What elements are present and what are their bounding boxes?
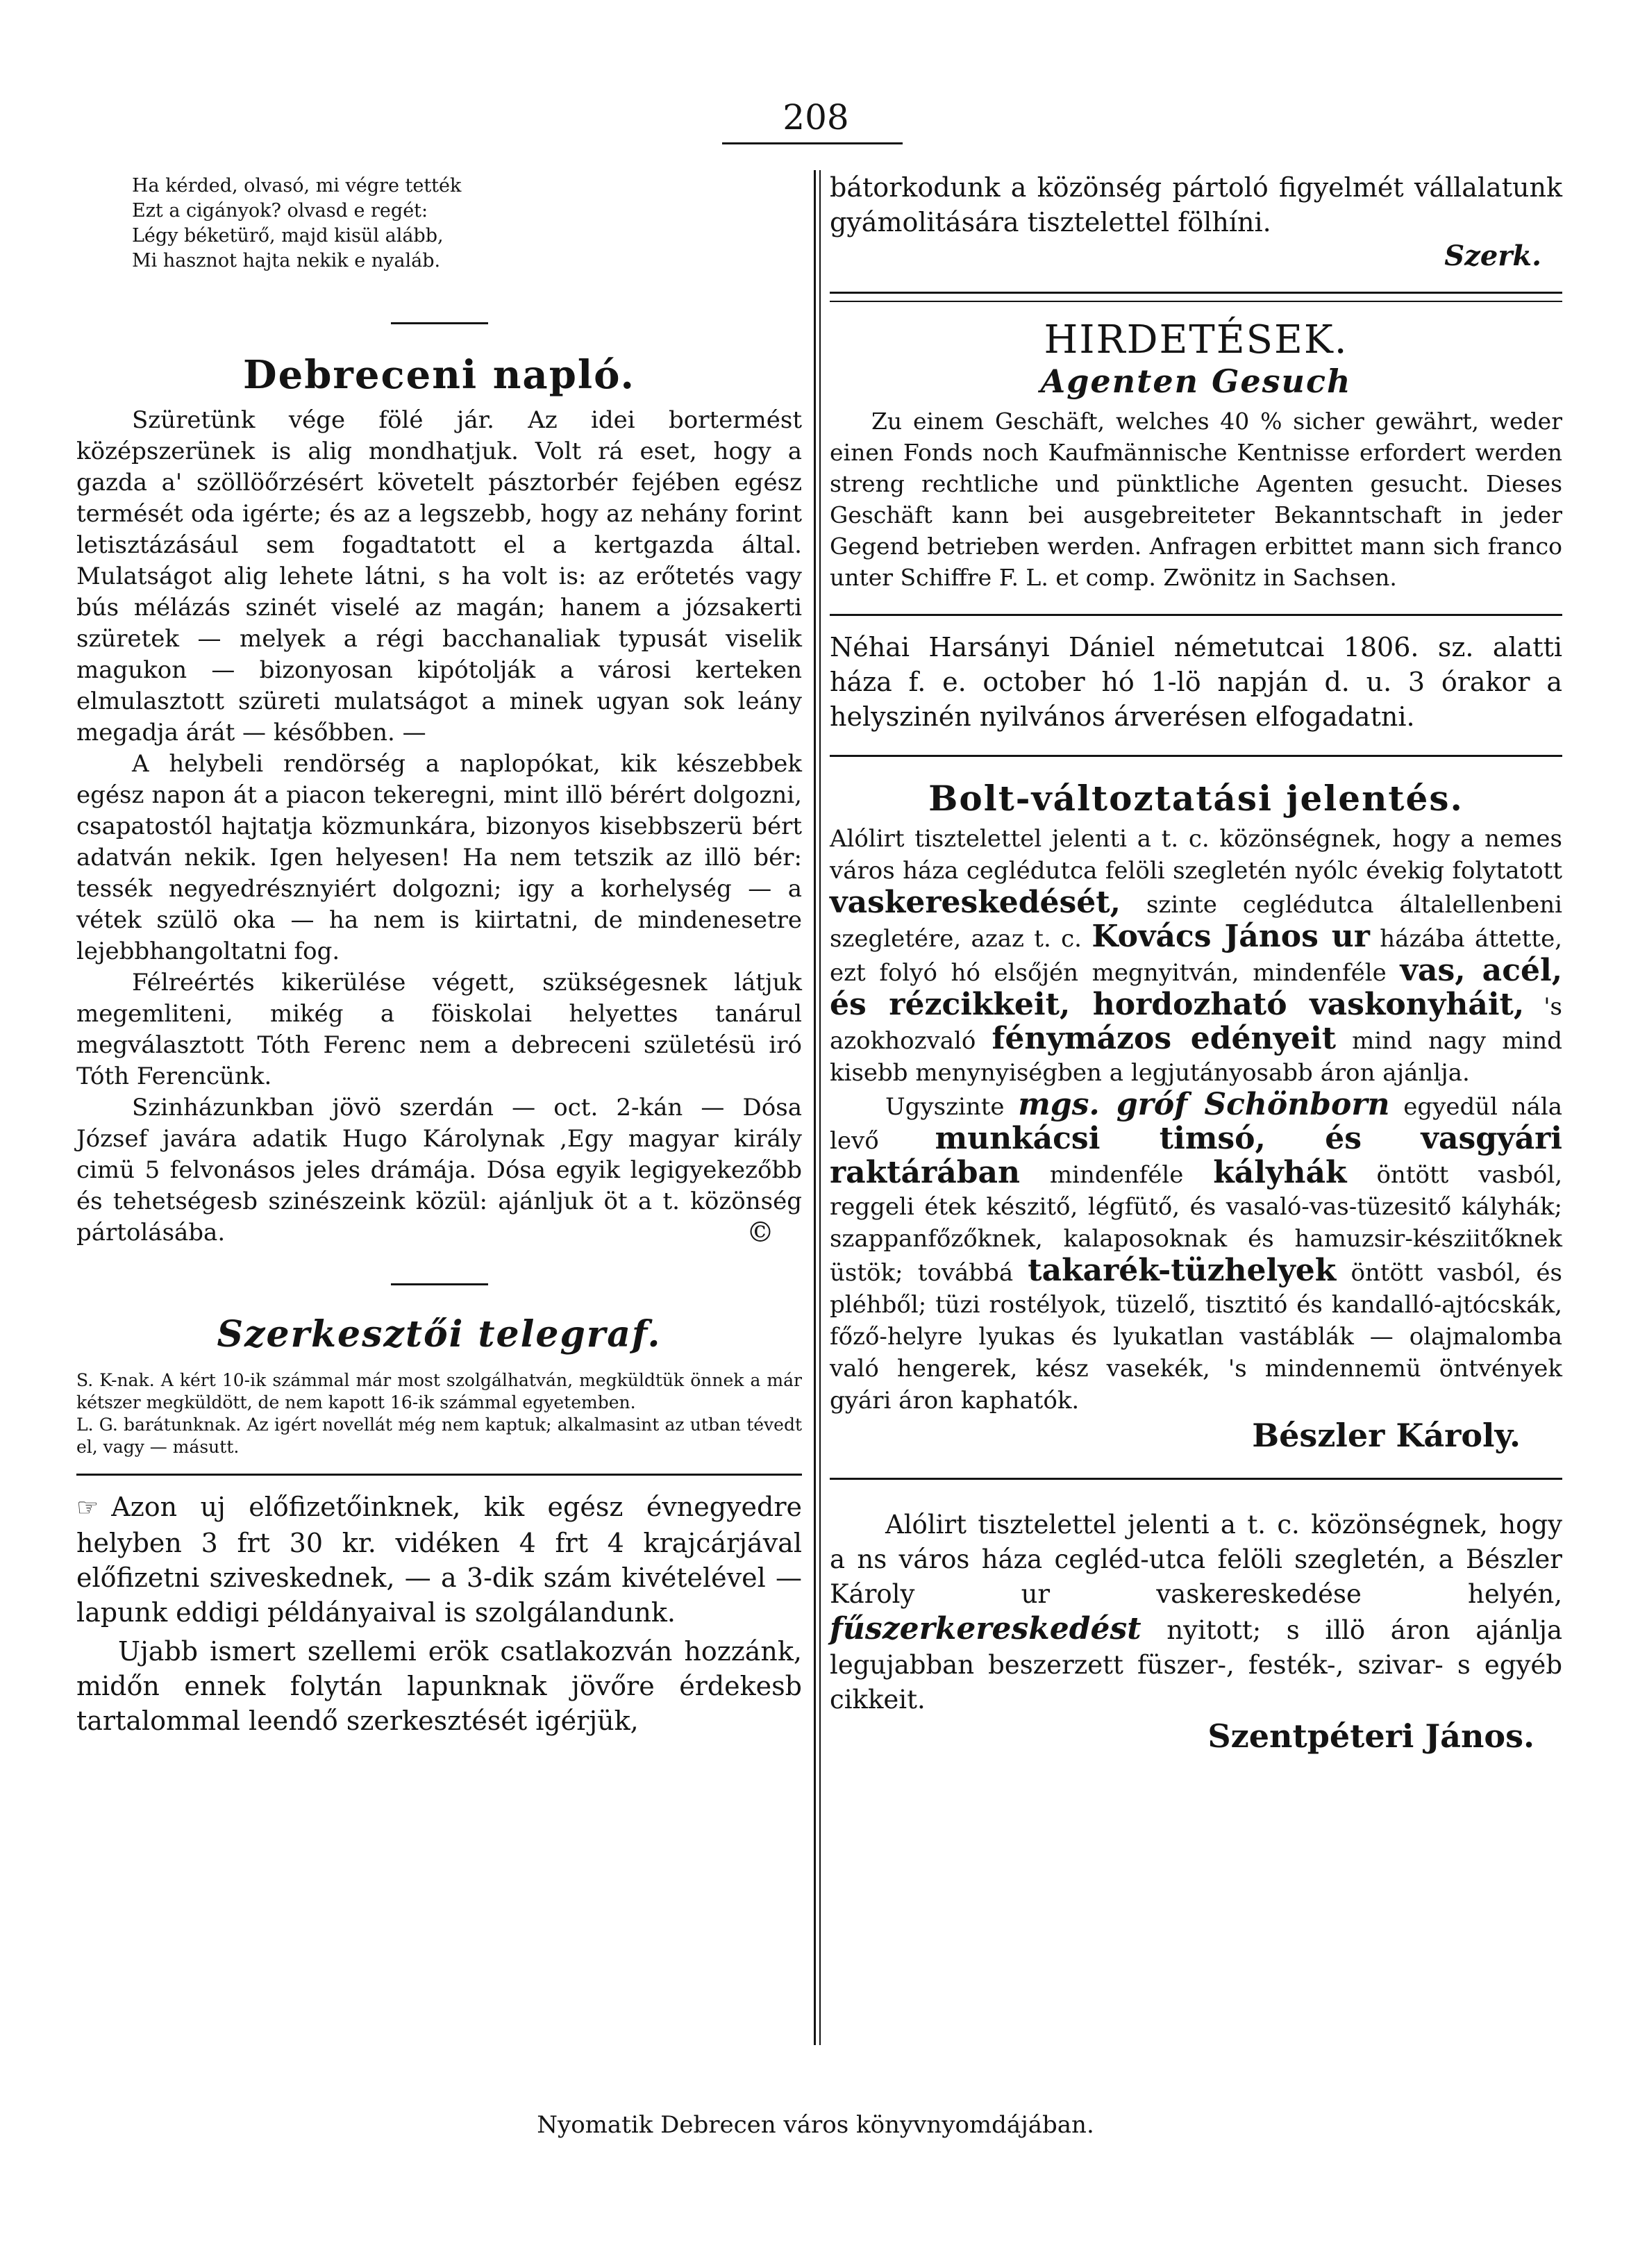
naplo-paragraph: Szüretünk vége fölé jár. Az idei bortermést középszerünek is alig mondhatjuk. Volt rá eset, hogy a gazda a' szöllöőrzésért követelt pásztorbér fejében egész termését oda igérte; és az a legszebb, hogy az nehány forint letisztázásául sem fogadtatott el a kertgazda által. Mulatságot alig lehete látni, s ha volt is: az erőtetés vagy bús mélázás szinét viselé az magán; hanem a józsakerti szüretek — melyek a régi bacchanaliak typusát viselik magukon — bizonyosan kipótolják a városi kerteken elmulasztott szüreti mulatságot a minek ugyan sok leány megadja árát — későbben. — (76, 406, 802, 747)
agenten-text: Zu einem Geschäft, welches 40 % sicher gewährt, weder einen Fonds noch Kaufmännische Kentnisse erfordert werden streng rechtliche und pünktliche Agenten gesucht. Dieses Geschäft kann bei ausgebreiteter Bekanntschaft in jeder Gegend betrieben werden. Anfragen erbittet mann sich franco unter Schiffre F. L. et comp. Zwönitz in Sachsen. (830, 408, 1562, 591)
section-rule (830, 292, 1562, 294)
pointing-hand-icon: ☞ (76, 1494, 99, 1522)
bolt-paragraph (830, 823, 1562, 1089)
telegraf-body (76, 1369, 802, 1458)
bolt-emphasis: munkácsi timsó, és vasgyári raktárában (830, 1121, 1563, 1190)
poem-line: Ezt a cigányok? olvasd e regét: (132, 200, 428, 222)
bolt-ad (830, 823, 1562, 1417)
bolt-emphasis: vas, acél, és rézcikkeit, hordozható vaskonyháit, (830, 953, 1563, 1022)
szentpeteri-text: nyitott; s illö áron ajánlja legujabban beszerzett füszer-, festék-, szivar- s egyéb cikkeit. (830, 1615, 1563, 1715)
bolt-text: öntött vasból, reggeli étek készitő, légfütő, és vasaló-vas-tüzesitő kályhák; szappanfőzőknek, kalaposoknak és hamuzsir-késziitőknek üstök; továbbá (830, 1161, 1563, 1287)
section-rule (830, 614, 1562, 616)
bolt-emphasis: kályhák (1213, 1155, 1347, 1190)
notice-body (76, 1490, 802, 1738)
copyright-mark: © (746, 1217, 774, 1249)
szentpeteri-paragraph (830, 1508, 1562, 1717)
poem-line: Légy béketürő, majd kisül alább, (132, 225, 444, 247)
poem-line: Mi hasznot hajta nekik e nyaláb. (132, 250, 441, 272)
printer-footer: Nyomatik Debrecen város könyvnyomdájában. (537, 2111, 1094, 2139)
harsanyi-ad (830, 630, 1562, 734)
bolt-text: egyedül nála levő (830, 1093, 1563, 1155)
section-rule (830, 755, 1562, 757)
bolt-emphasis: vaskereskedését, (830, 885, 1121, 920)
naplo-paragraph-text: Szinházunkban jövö szerdán — oct. 2-kán — Dósa József javára adatik Hugo Károlynak ,Egy magyar király cimü 5 felvonásos jeles drámája. Dósa egyik legigyekezőbb és tehetségesb szinészeink közül: ajánljuk öt a t. közönség pártolásába. (76, 1094, 802, 1246)
notice-paragraph: Ujabb ismert szellemi erök csatlakozván hozzánk, midőn ennek folytán lapunknak jövőre érdekesb tartalommal leendő szerkesztését igérjük, (76, 1636, 802, 1736)
bolt-emphasis: fénymázos edényeit (992, 1021, 1337, 1056)
agenten-title: Agenten Gesuch (1040, 362, 1352, 400)
naplo-paragraph (76, 1092, 802, 1249)
telegraf-item: L. G. barátunknak. Az igért novellát még nem kaptuk; alkalmasint az utban tévedt el, vagy — másutt. (76, 1415, 802, 1457)
bolt-emphasis: mgs. gróf Schönborn (1018, 1087, 1390, 1122)
poem-line: Ha kérded, olvasó, mi végre tették (132, 175, 462, 197)
szentpeteri-ad (830, 1508, 1562, 1717)
bolt-signature: Bészler Károly. (1252, 1417, 1521, 1454)
editor-signature: Szerk. (1444, 240, 1541, 272)
section-rule (830, 1478, 1562, 1480)
column-divider (814, 170, 816, 2045)
szentpeteri-signature: Szentpéteri János. (1207, 1717, 1534, 1755)
naplo-paragraph: Félreértés kikerülése végett, szükségesnek látjuk megemliteni, mikég a föiskolai helyettes tanárul megválasztott Tóth Ferenc nem a debreceni születésü iró Tóth Ferencünk. (76, 969, 802, 1090)
bolt-title: Bolt-változtatási jelentés. (928, 778, 1464, 819)
page-number-rule (722, 142, 903, 144)
bolt-text: Ugyszinte (885, 1093, 1005, 1121)
continuation-text: bátorkodunk a közönség pártoló figyelmét vállalatunk gyámolitására tisztelettel fölhíni. (830, 172, 1562, 237)
naplo-title: Debreceni napló. (243, 352, 635, 398)
bolt-text: házába áttette, ezt folyó hó elsőjén megnyitván, mindenféle (830, 925, 1562, 987)
bolt-paragraph (830, 1089, 1562, 1417)
page-number: 208 (783, 97, 849, 137)
notice-text: Azon uj előfizetőinknek, kik egész évnegyedre helyben 3 frt 30 kr. vidéken 4 frt 4 krajcárjával előfizetni sziveskednek, — a 3-dik szám kivételével — lapunk eddigi példányaival is szolgálandunk. (76, 1492, 802, 1628)
bolt-emphasis: takarék-tüzhelyek (1028, 1253, 1337, 1288)
szentpeteri-text: Alólirt tisztelettel jelenti a t. c. közönségnek, hogy a ns város háza cegléd-utca felöli szegletén, a Bészler Károly ur vaskereskedése helyén, (830, 1510, 1562, 1609)
epigraph-poem (132, 174, 729, 274)
continuation (830, 170, 1562, 240)
naplo-body (76, 405, 802, 1249)
bolt-text: öntött vasból, és pléhből; tüzi rostélyok, tüzelő, tisztitó és kandalló-ajtócskák, főző-helyre lyukas és lyukatlan vastáblák — olajmalomba való hengerek, kész vasekék, 's mindennemü öntvények gyári áron kaphatók. (830, 1259, 1562, 1415)
bolt-emphasis: Kovács János ur (1091, 919, 1370, 954)
notice-paragraph (76, 1490, 802, 1630)
bolt-text: szinte ceglédutca általellenbeni szegletére, azaz t. c. (830, 891, 1562, 953)
ads-title: HIRDETÉSEK. (1044, 317, 1348, 362)
section-rule (76, 1474, 802, 1476)
bolt-text: 's azokhozvaló (830, 993, 1562, 1055)
telegraf-item: S. K-nak. A kért 10-ik számmal már most szolgálhatván, megküldtük önnek a már kétszer megküldött, de nem kapott 16-ik számmal egyetemben. (76, 1370, 802, 1412)
section-rule (830, 301, 1562, 302)
naplo-paragraph: A helybeli rendörség a naplopókat, kik készebbek egész napon át a piacon tekeregni, mint illö bérért dolgozni, csapatostól hajtatja közmunkára, bizonyos kisebbszerü bért adatván nekik. Igen helyesen! Ha nem tetszik az illö bér: tessék negyedrésznyiért dolgozni; igy a korhelység — a vétek szülö oka — ha nem is kiirtatni, de mindenesetre lejebbhangoltatni fog. (76, 750, 802, 965)
bolt-text: mind nagy mind kisebb menynyiségben a legjutányosabb áron ajánlja. (830, 1027, 1563, 1087)
telegraf-title: Szerkesztői telegraf. (217, 1313, 662, 1356)
column-divider-inner (819, 170, 821, 2045)
harsanyi-text: Néhai Harsányi Dániel németutcai 1806. sz. alatti háza f. e. october hó 1-lö napján d. u. 3 órakor a helyszinén nyilvános árverésen elfogadatni. (830, 632, 1562, 732)
left-column (76, 174, 802, 1738)
bolt-text: mindenféle (1049, 1161, 1184, 1189)
szentpeteri-emphasis: fűszerkereskedést (830, 1611, 1141, 1646)
agenten-ad (830, 406, 1562, 593)
bolt-text: Alólirt tisztelettel jelenti a t. c. közönségnek, hogy a nemes város háza ceglédutca felöli szegletén nyólc évekig folytatott (830, 825, 1562, 885)
right-column (830, 170, 1562, 1755)
